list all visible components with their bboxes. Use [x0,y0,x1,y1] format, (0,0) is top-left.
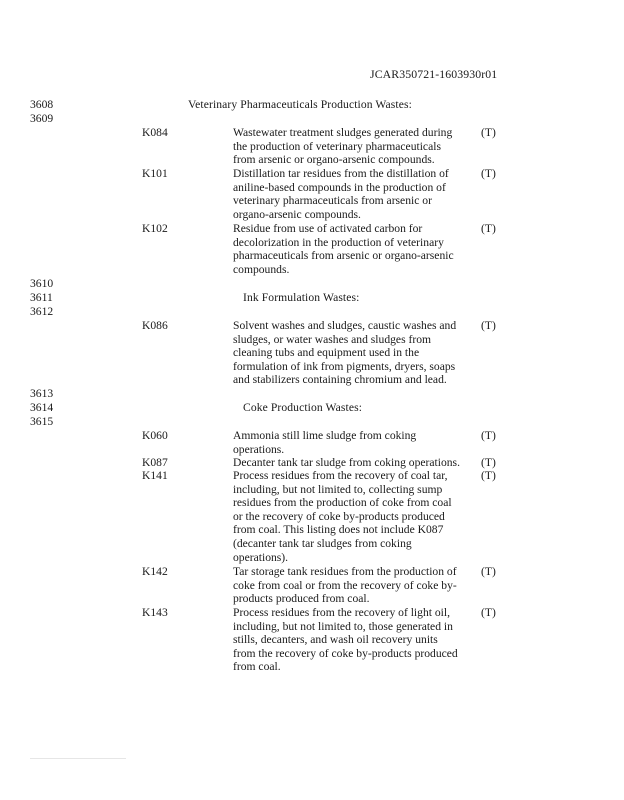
description-line: Wastewater treatment sludges generated during [233,126,453,139]
waste-code: K102 [142,222,168,235]
line-number: 3609 [30,112,54,125]
hazard-code: (T) [481,606,496,619]
waste-code: K086 [142,319,168,332]
line-number: 3612 [30,305,54,318]
description-line: including, but not limited to, collecting sump [233,482,443,496]
description-line: Ammonia still lime sludge from coking [233,429,417,442]
description-line: Tar storage tank residues from the production of [233,565,457,578]
description-line: and stabilizers containing chromium and lead. [233,373,447,387]
waste-description [233,456,471,470]
description-line: coke from coal or from the recovery of coke by- [233,578,457,592]
description-line: including, but not limited to, those generated in [233,619,453,633]
section-heading-veterinary: Veterinary Pharmaceuticals Production Wastes: [188,98,412,111]
description-line: cleaning tubs and equipment used in the [233,346,420,360]
description-line: Distillation tar residues from the distillation of [233,167,449,180]
waste-code: K143 [142,606,168,619]
description-line: Process residues from the recovery of coal tar, [233,469,448,482]
waste-code: K142 [142,565,168,578]
line-number: 3608 [30,98,54,111]
description-line: (decanter tank tar sludges from coking [233,536,412,550]
description-line: Solvent washes and sludges, caustic washes and [233,319,457,332]
description-line: stills, decanters, and wash oil recovery units [233,633,438,647]
description-line: decolorization in the production of veterinary [233,235,444,249]
description-line: the production of veterinary pharmaceuticals [233,139,441,153]
waste-code: K087 [142,456,168,469]
waste-code: K060 [142,429,168,442]
hazard-code: (T) [481,565,496,578]
waste-description [233,126,471,167]
footer-rule [30,758,126,759]
line-number: 3615 [30,415,54,428]
description-line: from coal. [233,660,281,674]
line-number: 3611 [30,291,53,304]
description-line: Process residues from the recovery of light oil, [233,606,451,619]
line-number: 3610 [30,277,54,290]
description-line: pharmaceuticals from arsenic or organo-arsenic [233,249,454,263]
waste-description [233,319,471,387]
description-line: from the recovery of coke by-products produced [233,646,458,660]
document-id: JCAR350721-1603930r01 [370,67,498,81]
description-line: products produced from coal. [233,592,370,606]
description-line: organo-arsenic compounds. [233,207,361,221]
hazard-code: (T) [481,469,496,482]
line-number: 3614 [30,401,54,414]
waste-description [233,429,471,456]
description-line: or the recovery of coke by-products produced [233,509,445,523]
hazard-code: (T) [481,319,496,332]
hazard-code: (T) [481,222,496,235]
section-heading-coke: Coke Production Wastes: [243,401,363,414]
description-line: Residue from use of activated carbon for [233,222,423,235]
description-line: operations. [233,442,285,456]
hazard-code: (T) [481,167,496,180]
description-line: operations). [233,550,289,564]
description-line: compounds. [233,262,290,276]
waste-code: K141 [142,469,168,482]
description-line: sludges, or water washes and sludges from [233,332,432,346]
description-line: aniline-based compounds in the production of [233,180,446,194]
waste-description [233,469,471,564]
waste-description [233,606,471,674]
waste-description [233,167,471,221]
waste-description [233,222,471,276]
hazard-code: (T) [481,429,496,442]
description-line: formulation of ink from pigments, dryers, soaps [233,359,456,373]
line-number: 3613 [30,387,54,400]
description-line: from coal. This listing does not include K087 [233,523,444,537]
waste-code: K084 [142,126,168,139]
description-line: Decanter tank tar sludge from coking operations. [233,456,460,469]
description-line: residues from the production of coke from coal [233,496,452,510]
hazard-code: (T) [481,126,496,139]
section-heading-ink: Ink Formulation Wastes: [243,291,360,304]
description-line: veterinary pharmaceuticals from arsenic or [233,194,432,208]
waste-code: K101 [142,167,168,180]
hazard-code: (T) [481,456,496,469]
waste-description [233,565,471,606]
description-line: from arsenic or organo-arsenic compounds. [233,153,435,167]
